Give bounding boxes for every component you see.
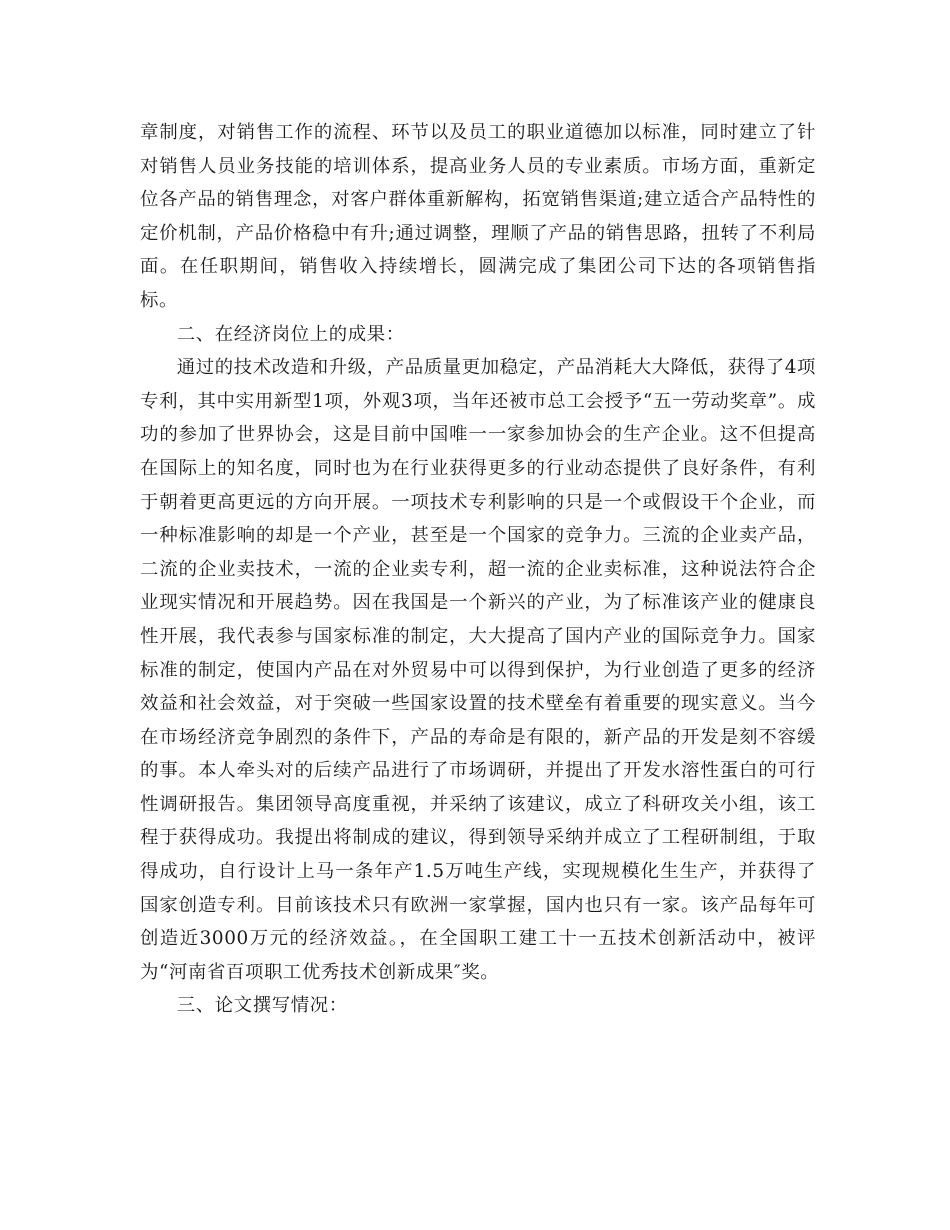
paragraph-technical-achievements: 通过的技术改造和升级，产品质量更加稳定，产品消耗大大降低，获得了4项专利，其中实用新型1项，外观3项，当年还被市总工会授予“五一劳动奖章”。成功的参加了世界协会，这是目前中国唯一一家参加协会的生产企业。这不但提高在国际上的知名度，同时也为在行业获得更多的行业动态提供了良好条件，有利于朝着更高更远的方向开展。一项技术专利影响的只是一个或假设干个企业，而一种标准影响的却是一个产业，甚至是一个国家的竞争力。三流的企业卖产品，二流的企业卖技术，一流的企业卖专利，超一流的企业卖标准，这种说法符合企业现实情况和开展趋势。因在我国是一个新兴的产业，为了标准该产业的健康良性开展，我代表参与国家标准的制定，大大提高了国内产业的国际竞争力。国家标准的制定，使国内产品在对外贸易中可以得到保护，为行业创造了更多的经济效益和社会效益，对于突破一些国家设置的技术壁垒有着重要的现实意义。当今在市场经济竞争剧烈的条件下，产品的寿命是有限的，新产品的开发是刻不容缓的事。本人牵头对的后续产品进行了市场调研，并提出了开发水溶性蛋白的可行性调研报告。集团领导高度重视，并采纳了该建议，成立了科研攻关小组，该工程于获得成功。我提出将制成的建议，得到领导采纳并成立了工程研制组，于取得成功，自行设计上马一条年产1.5万吨生产线，实现规模化生生产，并获得了国家创造专利。目前该技术只有欧洲一家掌握，国内也只有一家。该产品每年可创造近3000万元的经济效益。，在全国职工建工十一五技术创新活动中，被评为“河南省百项职工优秀技术创新成果″奖。 — [140, 357, 816, 983]
section-heading-economic-achievements: 二、在经济岗位上的成果： — [176, 323, 405, 345]
paragraph-sales-continuation: 章制度，对销售工作的流程、环节以及员工的职业道德加以标准，同时建立了针对销售人员业务技能的培训体系，提高业务人员的专业素质。市场方面，重新定位各产品的销售理念，对客户群体重新解构，拓宽销售渠道;建立适合产品特性的定价机制，产品价格稳中有升;通过调整，理顺了产品的销售思路，扭转了不利局面。在任职期间，销售收入持续增长，圆满完成了集团公司下达的各项销售指标。 — [140, 122, 816, 311]
document-body — [140, 116, 816, 1023]
section-heading-paper-writing: 三、论文撰写情况： — [176, 995, 348, 1017]
